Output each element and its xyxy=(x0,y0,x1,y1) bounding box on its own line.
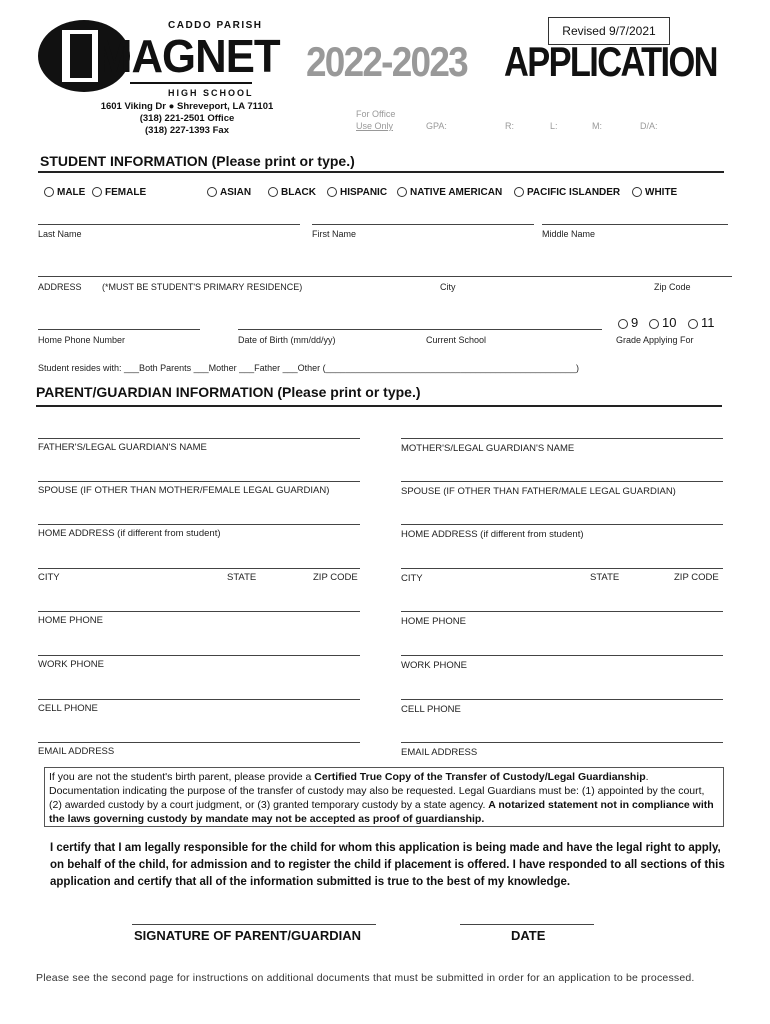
parent-left-label: FATHER'S/LEGAL GUARDIAN'S NAME xyxy=(38,442,207,453)
school-office-phone: (318) 221-2501 Office xyxy=(139,113,235,124)
date-field[interactable] xyxy=(460,924,594,925)
radio-circle-icon xyxy=(514,187,524,197)
parent-left-field[interactable] xyxy=(38,655,360,656)
office-da: D/A: xyxy=(640,121,658,131)
radio-white[interactable] xyxy=(632,187,677,198)
radio-circle-icon xyxy=(207,187,217,197)
parent-right-field[interactable] xyxy=(401,568,723,569)
home-phone-label: Home Phone Number xyxy=(38,335,126,345)
radio-label: 9 xyxy=(631,315,639,330)
radio-circle-icon xyxy=(397,187,407,197)
office-l: L: xyxy=(550,121,558,131)
notice-bold-2: A notarized statement not in compliance with the laws governing custody by mandate may not be accepted as proof of guardianship. xyxy=(49,799,714,825)
radio-label: 10 xyxy=(662,315,677,330)
radio-label: WHITE xyxy=(645,187,678,198)
parent-left-field[interactable] xyxy=(38,742,360,743)
resides-with: Student resides with: ___Both Parents ___Mother ___Father ___Other (__________________________________________________) xyxy=(38,363,579,373)
zip-label: Zip Code xyxy=(654,282,691,292)
radio-circle-icon xyxy=(618,319,628,329)
notice-text-2: . Documentation indicating the purpose of the transfer of custody may also be requested. Legal Guardians must be: (1) appointed by the court, (2) awarded custody by a court judgment, or (3) granted temporary custody by a state agency. xyxy=(49,771,705,811)
parent-left-label: CITY xyxy=(38,572,60,583)
parent-right-field[interactable] xyxy=(401,655,723,656)
signature-label: SIGNATURE OF PARENT/GUARDIAN xyxy=(134,928,362,943)
parent-right-field[interactable] xyxy=(401,524,723,525)
signature-field[interactable] xyxy=(132,924,376,925)
first-name-label: First Name xyxy=(312,229,357,239)
parent-right-label: SPOUSE (IF OTHER THAN FATHER/MALE LEGAL GUARDIAN) xyxy=(401,486,676,497)
radio-grade-9[interactable] xyxy=(618,315,638,330)
application-title: APPLICATION xyxy=(504,38,717,85)
city-label: City xyxy=(440,282,456,292)
footer-note: Please see the second page for instructions on additional documents that must be submitted in order for an application to be processed. xyxy=(36,972,695,984)
parent-right-field[interactable] xyxy=(401,611,723,612)
radio-label: NATIVE AMERICAN xyxy=(410,187,503,198)
radio-female[interactable] xyxy=(92,187,146,198)
parent-section-rule xyxy=(36,405,722,407)
radio-circle-icon xyxy=(44,187,54,197)
parent-section-heading: PARENT/GUARDIAN INFORMATION (Please print or type.) xyxy=(36,384,421,400)
dob-label: Date of Birth (mm/dd/yy) xyxy=(238,335,336,345)
parent-left-label: HOME ADDRESS (if different from student) xyxy=(38,528,221,539)
application-year: 2022-2023 xyxy=(306,38,467,85)
address-field[interactable] xyxy=(38,276,732,277)
radio-label: HISPANIC xyxy=(340,187,388,198)
parent-left-field[interactable] xyxy=(38,568,360,569)
parent-right-field[interactable] xyxy=(401,742,723,743)
radio-male[interactable] xyxy=(44,187,85,198)
student-section-heading: STUDENT INFORMATION (Please print or type.) xyxy=(40,153,355,169)
parent-right-label: CITY xyxy=(401,573,423,584)
radio-circle-icon xyxy=(268,187,278,197)
office-label-2: Use Only xyxy=(356,121,394,131)
parent-left-field[interactable] xyxy=(38,438,360,439)
parent-right-label: HOME PHONE xyxy=(401,616,466,627)
parent-left-label: CELL PHONE xyxy=(38,703,98,714)
parent-left-field[interactable] xyxy=(38,611,360,612)
custody-notice xyxy=(44,767,724,827)
parent-right-zip-label: ZIP CODE xyxy=(674,572,719,583)
radio-label: 11 xyxy=(701,315,715,330)
radio-hispanic[interactable] xyxy=(327,187,387,198)
logo-m-inner xyxy=(70,34,92,78)
radio-label: MALE xyxy=(57,187,86,198)
radio-black[interactable] xyxy=(268,187,316,198)
parent-right-label: CELL PHONE xyxy=(401,704,461,715)
notice-bold-1: Certified True Copy of the Transfer of Custody/Legal Guardianship xyxy=(314,771,646,783)
address-label: ADDRESS xyxy=(38,282,82,292)
parent-left-field[interactable] xyxy=(38,699,360,700)
radio-circle-icon xyxy=(632,187,642,197)
first-name-field[interactable] xyxy=(312,224,534,225)
revised-box: Revised 9/7/2021 xyxy=(548,17,670,45)
home-phone-field[interactable] xyxy=(38,329,200,330)
parent-left-zip-label: ZIP CODE xyxy=(313,572,358,583)
parent-right-label: MOTHER'S/LEGAL GUARDIAN'S NAME xyxy=(401,443,575,454)
last-name-label: Last Name xyxy=(38,229,82,239)
radio-label: FEMALE xyxy=(105,187,147,198)
logo-school-word: MAGNET xyxy=(96,30,280,82)
parent-left-label: HOME PHONE xyxy=(38,615,103,626)
parent-left-field[interactable] xyxy=(38,481,360,482)
address-note: (*MUST BE STUDENT'S PRIMARY RESIDENCE) xyxy=(102,282,303,292)
radio-circle-icon xyxy=(92,187,102,197)
radio-label: ASIAN xyxy=(220,187,252,198)
student-section-rule xyxy=(38,171,724,173)
certification-statement: I certify that I am legally responsible for the child for whom this application is being made and have the legal right to apply, on behalf of the child, for admission and to register the child if placement is offered. I have responded to all sections of this application and certify that all of the information submitted is true to the best of my knowledge. xyxy=(50,842,725,888)
radio-native-american[interactable] xyxy=(397,187,502,198)
current-school-label: Current School xyxy=(426,335,487,345)
parent-right-field[interactable] xyxy=(401,699,723,700)
last-name-field[interactable] xyxy=(38,224,300,225)
radio-grade-11[interactable] xyxy=(688,315,715,330)
middle-name-field[interactable] xyxy=(542,224,728,225)
school-fax: (318) 227-1393 Fax xyxy=(145,125,229,136)
radio-grade-10[interactable] xyxy=(649,315,676,330)
parent-left-state-label: STATE xyxy=(227,572,257,583)
parent-right-state-label: STATE xyxy=(590,572,620,583)
parent-left-label: WORK PHONE xyxy=(38,659,104,670)
parent-left-label: EMAIL ADDRESS xyxy=(38,746,115,757)
parent-left-label: SPOUSE (IF OTHER THAN MOTHER/FEMALE LEGAL GUARDIAN) xyxy=(38,485,330,496)
radio-label: BLACK xyxy=(281,187,316,198)
radio-circle-icon xyxy=(688,319,698,329)
logo-divider xyxy=(130,82,252,84)
office-label-1: For Office xyxy=(356,109,396,119)
parent-right-field[interactable] xyxy=(401,438,723,439)
radio-pacific-islander[interactable] xyxy=(514,187,620,198)
middle-name-label: Middle Name xyxy=(542,229,596,239)
office-r: R: xyxy=(505,121,514,131)
parent-right-field[interactable] xyxy=(401,481,723,482)
grade-label: Grade Applying For xyxy=(616,335,694,345)
logo-district: CADDO PARISH xyxy=(168,20,263,31)
school-address: 1601 Viking Dr ● Shreveport, LA 71101 xyxy=(100,101,274,112)
notice-text-1: If you are not the student's birth parent, please provide a xyxy=(49,771,315,783)
date-label: DATE xyxy=(511,928,546,943)
current-school-field[interactable] xyxy=(382,329,602,330)
parent-right-label: EMAIL ADDRESS xyxy=(401,747,478,758)
office-gpa: GPA: xyxy=(426,121,447,131)
office-m: M: xyxy=(592,121,602,131)
parent-left-field[interactable] xyxy=(38,524,360,525)
radio-asian[interactable] xyxy=(207,187,251,198)
radio-circle-icon xyxy=(649,319,659,329)
radio-label: PACIFIC ISLANDER xyxy=(527,187,621,198)
radio-circle-icon xyxy=(327,187,337,197)
parent-right-label: WORK PHONE xyxy=(401,660,467,671)
logo-school-sub: HIGH SCHOOL xyxy=(168,88,254,98)
dob-field[interactable] xyxy=(238,329,390,330)
parent-right-label: HOME ADDRESS (if different from student) xyxy=(401,529,584,540)
